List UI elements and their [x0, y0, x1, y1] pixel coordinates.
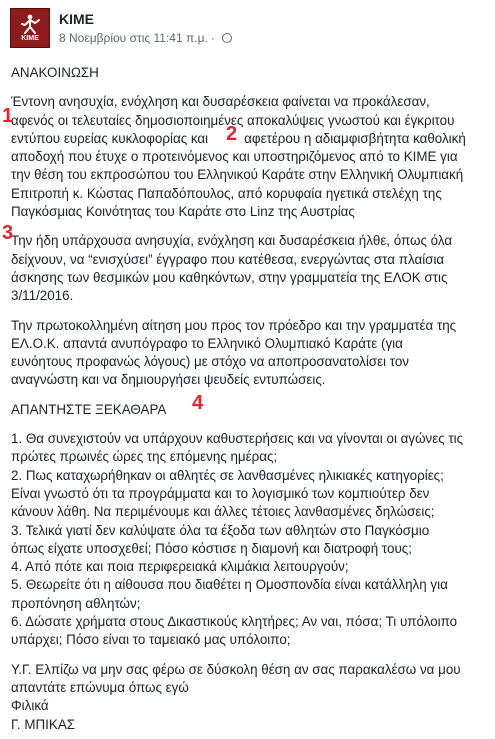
list-item: 4. Από πότε και ποια περιφερειακά κλιμάκια λειτουργούν; — [11, 559, 349, 575]
closing — [11, 661, 489, 734]
list-item: κάνουν λάθη. Να περιμένουμε και άλλες τέτοιες λανθασμένες δηλώσεις; — [11, 504, 435, 520]
list-item: πρώτες πρωινές ώρες της επόμενης ημέρας; — [11, 449, 278, 465]
paragraph-3 — [11, 317, 489, 390]
text-line: ΕΛ.Ο.Κ. απαντά ανυπόγραφο το Ελληνικό Ολυμπιακό Καράτε (για — [11, 335, 403, 351]
questions-list — [11, 430, 489, 650]
annotation-marker-1: 1 — [2, 105, 14, 127]
karate-logo-icon — [19, 13, 41, 35]
post-meta — [59, 8, 232, 48]
post-timestamp[interactable] — [59, 30, 232, 46]
text-line: ευνόητους προφανώς λόγους) με στόχο να αποπροσανατολίσει τον — [11, 354, 409, 370]
text-line: Επιτροπή κ. Κώστας Παπαδόπουλος, από κορυφαία ηγετικά στελέχη της — [11, 185, 442, 201]
avatar[interactable] — [10, 8, 50, 48]
text-line: 3/11/2016. — [11, 288, 74, 304]
text-line — [11, 130, 489, 148]
page-name-link[interactable]: KIME — [59, 11, 94, 27]
list-item: 6. Δώσατε χρήματα στους Δικαστικούς κλητήρες; Αν ναι, πόσα; Τι υπόλοιπο — [11, 614, 458, 630]
list-item: 5. Θεωρείτε ότι η αίθουσα που διαθέτει η Ομοσπονδία είναι κατάλληλη για — [11, 577, 448, 593]
text-line-part: αφετέρου η αδιαμφισβήτητα καθολική — [244, 130, 466, 146]
list-item: όπως είχατε υποσχεθεί; Πόσο κόστισε η διαμονή και διατροφή τους; — [11, 540, 412, 556]
list-item: προπόνηση αθλητών; — [11, 595, 141, 611]
text-line: την θέση του εκπροσώπου του Ελληνικού Καράτε στην Ελληνική Ολυμπιακή — [11, 167, 464, 183]
text-line: Την ήδη υπάρχουσα ανησυχία, ενόχληση και δυσαρέσκεια ήλθε, όπως όλα — [11, 233, 453, 249]
text-line-part: εντύπου ευρείας κυκλοφορίας και — [11, 130, 209, 146]
text-line: αφενός οι τελευταίες δημοσιοποιημένες αποκαλύψεις γνωστού και έγκριτου — [11, 112, 455, 128]
list-item: 1. Θα συνεχιστούν να υπάρχουν καθυστερήσεις και να γίνονται οι αγώνες τις — [11, 431, 464, 447]
text-line: Έντονη ανησυχία, ενόχληση και δυσαρέσκεια φαίνεται να προκάλεσαν, — [11, 94, 430, 110]
annotation-marker-2: 2 — [226, 123, 238, 145]
questions-heading: ΑΠΑΝΤΗΣΤΕ ΞΕΚΑΘΑΡΑ — [11, 401, 167, 417]
text-line: Την πρωτοκολλημένη αίτηση μου προς τον πρόεδρο και την γραμματέα της — [11, 317, 457, 333]
text-line: αποδοχή που έτυχε ο προτεινόμενος και υποστηριζόμενος από το ΚΙΜΕ για — [11, 149, 458, 165]
timestamp-text[interactable]: 8 Νοεμβρίου στις 11:41 π.μ. — [59, 31, 208, 45]
list-item: 3. Τελικά γιατί δεν καλύψατε όλα τα έξοδα των αθλητών στο Παγκόσμιο — [11, 522, 430, 538]
text-line: δείχνουν, να “ενισχύσει” έγγραφο που κατέθεσα, ενεργώντας στα πλαίσια — [11, 251, 445, 267]
meta-separator: · — [210, 31, 215, 45]
text-line: άσκησης των θεσμικών μου καθηκόντων, στην γραμματεία της ΕΛΟΚ στις — [11, 269, 448, 285]
list-item: Είναι γνωστό ότι τα προγράμματα και το λογισμικό των κομπιούτερ δεν — [11, 485, 430, 501]
text-line: απαντάτε επώνυμα όπως εγώ — [11, 679, 189, 695]
post-header — [10, 8, 232, 48]
list-item: υπάρχει; Πόσο είναι το ταμειακό μας υπόλοιπο; — [11, 632, 291, 648]
avatar-label: KIME — [21, 35, 39, 42]
annotation-marker-4: 4 — [192, 392, 204, 414]
text-line: Παγκόσμιας Κοινότητας του Καράτε στο Linz της Αυστρίας — [11, 204, 355, 220]
paragraph-2 — [11, 232, 489, 305]
list-item: 2. Πως καταχωρήθηκαν οι αθλητές σε λανθασμένες ηλικιακές κατηγορίες; — [11, 467, 444, 483]
text-line: αναγνώστη και να δημιουργήσει ψευδείς εντυπώσεις. — [11, 372, 326, 388]
text-line: Υ.Γ. Ελπίζω να μην σας φέρω σε δύσκολη θέση αν σας παρακαλέσω να μου — [11, 661, 461, 677]
post-title: ΑΝΑΚΟΙΝΩΣΗ — [11, 65, 99, 80]
post-body — [11, 64, 489, 734]
globe-icon[interactable] — [222, 33, 232, 43]
paragraph-1 — [11, 93, 489, 221]
author-signature: Γ. ΜΠΙΚΑΣ — [11, 716, 76, 732]
annotation-marker-3: 3 — [2, 222, 14, 244]
sign-off: Φιλικά — [11, 698, 49, 714]
